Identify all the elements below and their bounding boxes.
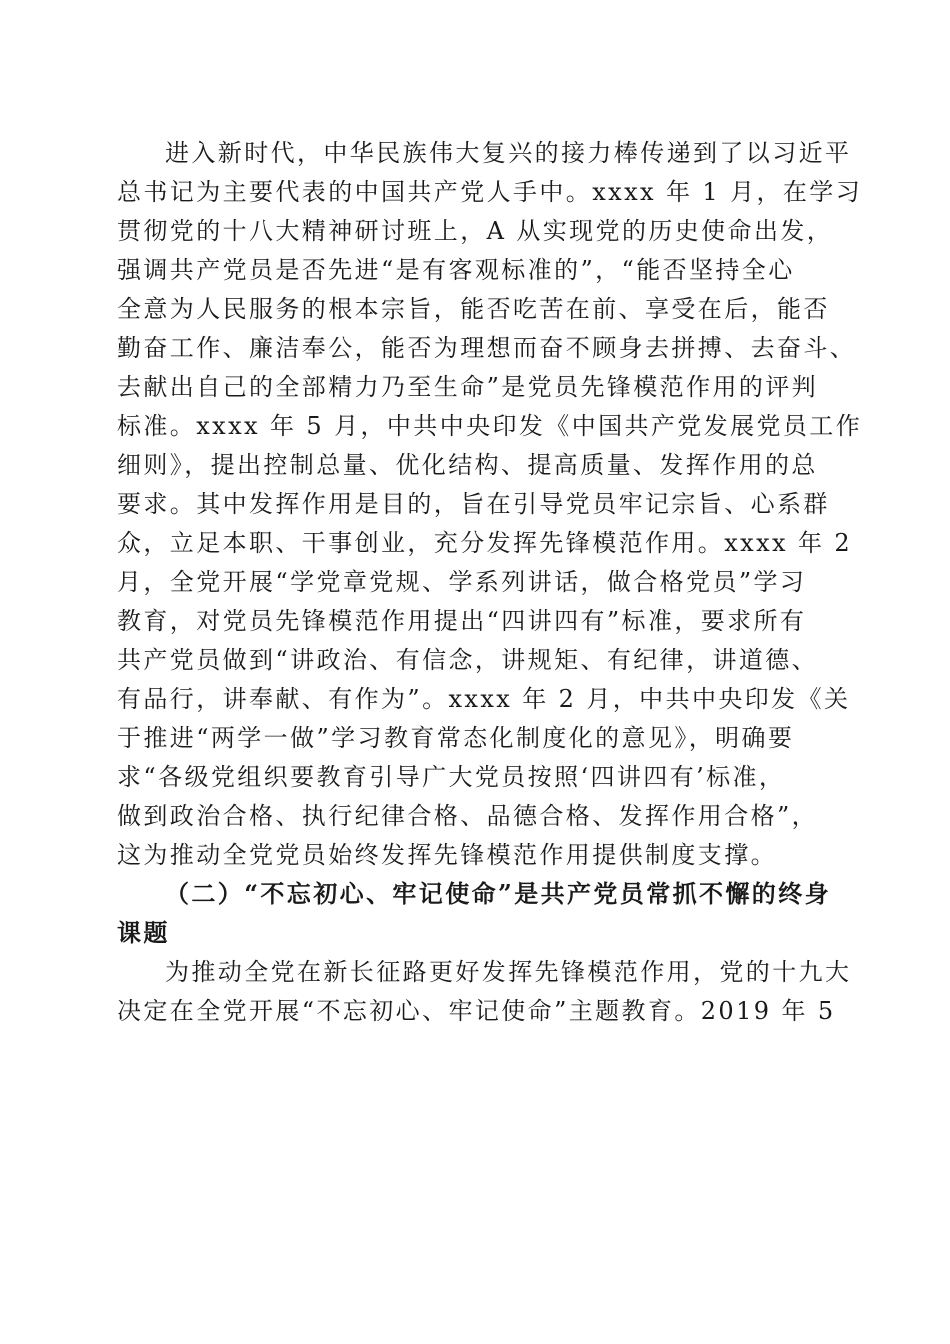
paragraph-line: 去献出自己的全部精力乃至生命”是党员先锋模范作用的评判 — [117, 373, 819, 401]
paragraph-line: 教育，对党员先锋模范作用提出“四讲四有”标准，要求所有 — [117, 607, 807, 635]
paragraph-line: 为推动全党在新长征路更好发挥先锋模范作用，党的十九大 — [165, 958, 852, 986]
paragraph-line: 总书记为主要代表的中国共产党人手中。xxxx 年 1 月，在学习 — [117, 178, 863, 206]
paragraph-line: 众，立足本职、干事创业，充分发挥先锋模范作用。xxxx 年 2 — [117, 529, 853, 557]
paragraph-line: 进入新时代，中华民族伟大复兴的接力棒传递到了以习近平 — [165, 139, 852, 167]
paragraph-line: 要求。其中发挥作用是目的，旨在引导党员牢记宗旨、心系群 — [117, 490, 830, 518]
paragraph-line: 强调共产党员是否先进“是有客观标准的”，“能否坚持全心 — [117, 256, 795, 284]
paragraph-line: 全意为人民服务的根本宗旨，能否吃苦在前、享受在后，能否 — [117, 295, 830, 323]
paragraph-line: 标准。xxxx 年 5 月，中共中央印发《中国共产党发展党员工作 — [117, 412, 863, 440]
paragraph-line: 求“各级党组织要教育引导广大党员按照‘四讲四有’标准， — [117, 763, 786, 791]
paragraph-line: 勤奋工作、廉洁奉公，能否为理想而奋不顾身去拼搏、去奋斗、 — [117, 334, 857, 362]
section-heading-line: （二）“不忘初心、牢记使命”是共产党员常抓不懈的终身 — [165, 879, 832, 908]
paragraph-line: 贯彻党的十八大精神研讨班上，A 从实现党的历史使命出发， — [117, 217, 834, 245]
paragraph-line: 月，全党开展“学党章党规、学系列讲话，做合格党员”学习 — [117, 568, 807, 596]
paragraph-line: 于推进“两学一做”学习教育常态化制度化的意见》，明确要 — [117, 724, 795, 752]
paragraph-line: 这为推动全党党员始终发挥先锋模范作用提供制度支撑。 — [117, 841, 777, 869]
section-heading-line: 课题 — [117, 918, 170, 947]
paragraph-line: 有品行，讲奉献、有作为”。xxxx 年 2 月，中共中央印发《关 — [117, 685, 851, 713]
paragraph-line: 做到政治合格、执行纪律合格、品德合格、发挥作用合格”， — [117, 802, 819, 830]
paragraph-line: 细则》，提出控制总量、优化结构、提高质量、发挥作用的总 — [117, 451, 818, 479]
paragraph-line: 决定在全党开展“不忘初心、牢记使命”主题教育。2019 年 5 — [117, 997, 836, 1025]
paragraph-line: 共产党员做到“讲政治、有信念，讲规矩、有纪律，讲道德、 — [117, 646, 819, 674]
